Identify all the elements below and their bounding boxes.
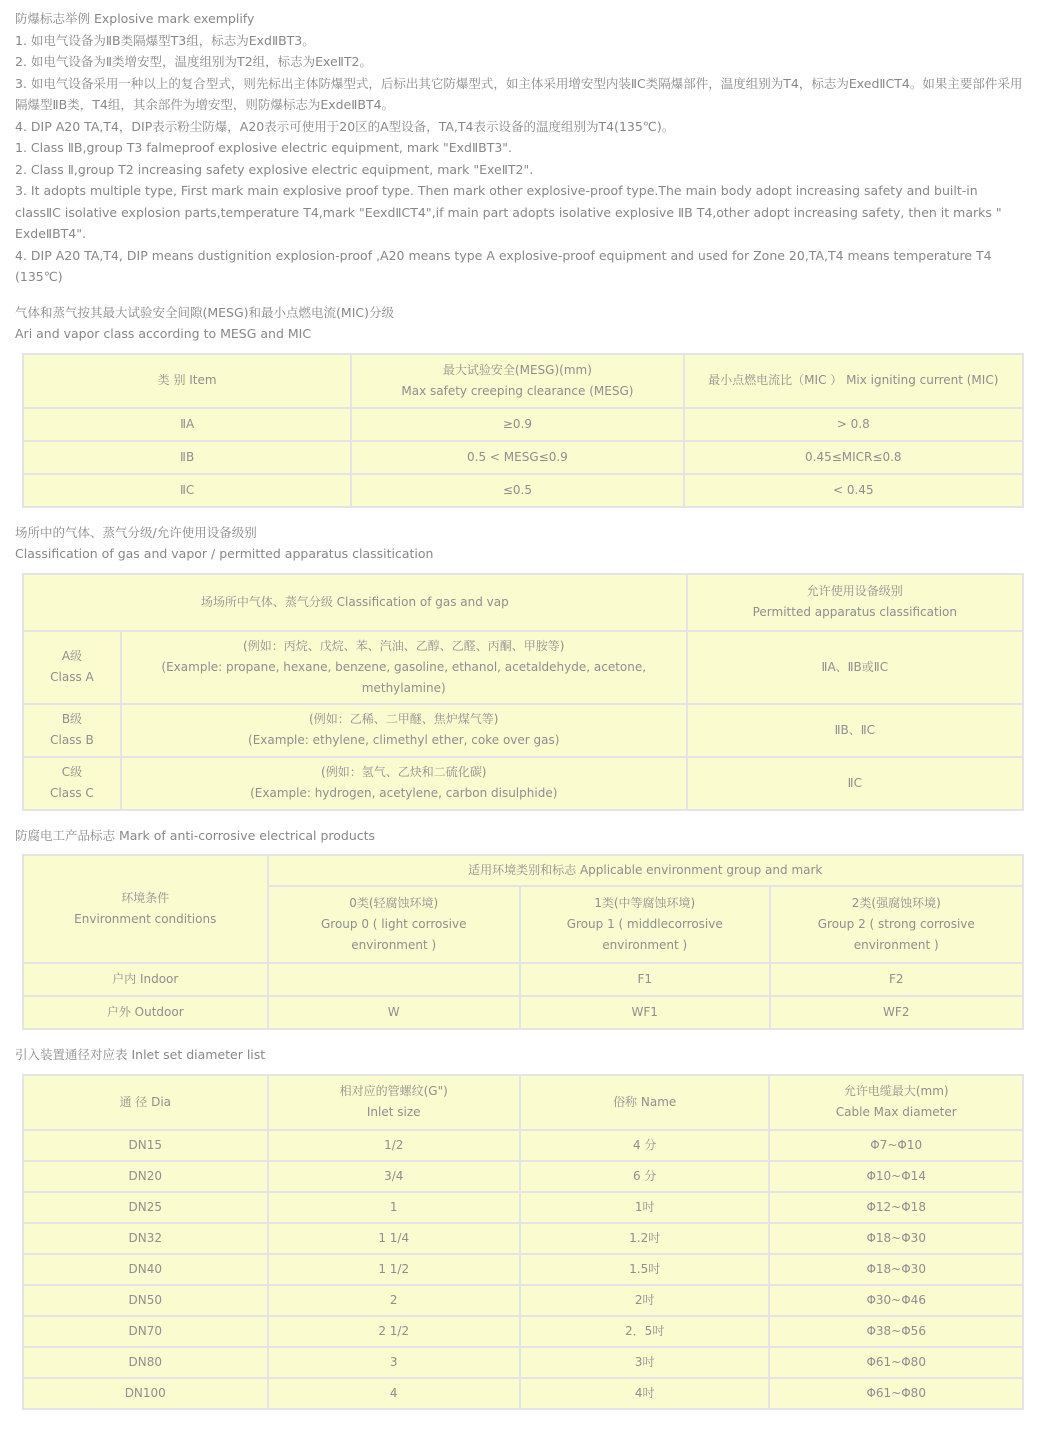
cell-line: environment ) bbox=[853, 938, 939, 952]
cell-line: > 0.8 bbox=[836, 416, 870, 431]
table-cell bbox=[268, 996, 520, 1029]
cell-line: ⅡC bbox=[847, 775, 862, 790]
cell-line: Φ30~Φ46 bbox=[866, 1292, 926, 1307]
table-cell bbox=[268, 1192, 520, 1223]
table-row bbox=[23, 631, 1023, 704]
cell-line: B级 bbox=[61, 712, 83, 726]
table-header-cell bbox=[268, 1075, 520, 1130]
cell-line: WF1 bbox=[631, 1005, 658, 1019]
intro-paragraph: 1. Class ⅡB,group T3 falmeproof explosive electric equipment, mark "ExdⅡBT3". bbox=[15, 140, 513, 155]
cell-line: ⅡC bbox=[179, 482, 195, 497]
table-row bbox=[23, 704, 1023, 757]
cell-line: 0类(轻腐蚀环境) bbox=[349, 896, 439, 910]
cell-line: (Example: propane, hexane, benzene, gasoline, ethanol, acetaldehyde, acetone, methylamine) bbox=[161, 659, 647, 695]
table-row bbox=[23, 474, 1023, 507]
cell-line: 3/4 bbox=[384, 1168, 404, 1183]
table-row bbox=[23, 1347, 1023, 1378]
intro-paragraph: 2. Class Ⅱ,group T2 increasing safety explosive electric equipment, mark "ExeⅡT2". bbox=[15, 161, 534, 177]
cell-line: Φ12~Φ18 bbox=[866, 1199, 926, 1214]
cell-line: Class B bbox=[50, 733, 94, 747]
table-row bbox=[23, 1130, 1023, 1161]
table-cell bbox=[520, 996, 770, 1029]
cell-line: ⅡB bbox=[180, 449, 195, 464]
cell-line: 场场所中气体、蒸气分级 Classification of gas and vap bbox=[200, 594, 509, 609]
intro-paragraph: 4. DIP A20 TA,T4，DIP表示粉尘防爆，A20表示可使用于20区的A型设备，TA,T4表示设备的温度组别为T4(135℃)。 bbox=[15, 118, 675, 134]
cell-line: 适用环境类别和标志 Applicable environment group and mark bbox=[468, 863, 823, 877]
table-header-cell bbox=[351, 354, 683, 408]
table-header-cell bbox=[23, 855, 268, 963]
table-cell bbox=[351, 474, 683, 507]
section-title: 引入装置通径对应表 Inlet set diameter list bbox=[15, 1047, 266, 1062]
table-cell bbox=[769, 1285, 1023, 1316]
cell-line: 2类(强腐蚀环境) bbox=[851, 896, 941, 910]
cell-line: DN32 bbox=[128, 1230, 162, 1245]
cell-line: DN40 bbox=[128, 1261, 162, 1276]
cell-line: 允许电缆最大(mm) bbox=[843, 1084, 949, 1098]
cell-line: DN70 bbox=[128, 1323, 162, 1338]
table-cell bbox=[268, 963, 520, 996]
table-cell bbox=[520, 963, 770, 996]
cell-line: ⅡB、ⅡC bbox=[834, 722, 876, 737]
table-row bbox=[23, 574, 1023, 631]
cell-line: 4吋 bbox=[634, 1385, 655, 1400]
cell-line: F1 bbox=[637, 972, 653, 986]
table-row bbox=[23, 1254, 1023, 1285]
cell-line: environment ) bbox=[351, 938, 437, 952]
cell-line: 1/2 bbox=[384, 1137, 404, 1152]
table-cell bbox=[769, 1223, 1023, 1254]
table-cell bbox=[687, 757, 1023, 810]
cell-line: Φ61~Φ80 bbox=[866, 1354, 926, 1369]
table-cell bbox=[351, 408, 683, 441]
table-row bbox=[23, 1285, 1023, 1316]
intro-paragraph: 防爆标志举例 Explosive mark exemplify bbox=[15, 11, 255, 26]
table-row bbox=[23, 963, 1023, 996]
cell-line: WF2 bbox=[883, 1005, 910, 1019]
intro-paragraph: 3. It adopts multiple type, First mark main explosive proof type. Then mark other explosive-proof type.The main body adopt increasing safety and built-in classⅡC isolative explosion parts,temperature T4,mark "EexdⅡCT4",if main part adopts isolative explosive ⅡB T4,other adopt increasing safety, then it marks " ExdeⅡBT4". bbox=[15, 183, 1002, 241]
cell-line: ⅡA、ⅡB或ⅡC bbox=[821, 659, 889, 674]
section-title: 场所中的气体、蒸气分级/允许使用设备级别 bbox=[15, 524, 257, 540]
section-title: Ari and vapor class according to MESG and MIC bbox=[15, 326, 312, 341]
cell-line: 户外 Outdoor bbox=[106, 1005, 184, 1019]
cell-line: 1 bbox=[389, 1199, 398, 1214]
section-title: Classification of gas and vapor / permitted apparatus classitication bbox=[15, 546, 434, 561]
cell-line: Group 2 ( strong corrosive bbox=[817, 917, 975, 931]
table-cell bbox=[268, 1378, 520, 1409]
table-row bbox=[23, 757, 1023, 810]
table-row bbox=[23, 1192, 1023, 1223]
table-row bbox=[23, 1075, 1023, 1130]
cell-line: 俗称 Name bbox=[613, 1094, 677, 1109]
table-cell bbox=[23, 474, 351, 507]
table-cell bbox=[520, 1161, 769, 1192]
table-cell bbox=[769, 1161, 1023, 1192]
cell-line: 2 1/2 bbox=[378, 1323, 410, 1338]
cell-line: Φ18~Φ30 bbox=[866, 1261, 926, 1276]
cell-line: 0.45≤MICR≤0.8 bbox=[805, 449, 902, 464]
table-cell bbox=[268, 1130, 520, 1161]
cell-line: 1 1/4 bbox=[378, 1230, 410, 1245]
table-cell bbox=[687, 631, 1023, 704]
table-cell bbox=[23, 1316, 268, 1347]
table-row bbox=[23, 441, 1023, 474]
cell-line: ⅡA bbox=[180, 416, 195, 431]
table-cell bbox=[351, 441, 683, 474]
table-cell bbox=[23, 1161, 268, 1192]
table-cell bbox=[268, 1254, 520, 1285]
cell-line: 4 分 bbox=[632, 1137, 657, 1152]
cell-line: Φ10~Φ14 bbox=[866, 1168, 926, 1183]
table-cell bbox=[684, 441, 1023, 474]
table-cell bbox=[520, 1192, 769, 1223]
table-header-cell bbox=[520, 886, 770, 963]
cell-line: Φ38~Φ56 bbox=[866, 1323, 926, 1338]
cell-line: Φ18~Φ30 bbox=[866, 1230, 926, 1245]
cell-line: 0.5 < MESG≤0.9 bbox=[467, 449, 568, 464]
cell-line: DN80 bbox=[128, 1354, 162, 1369]
cell-line: 类 别 Item bbox=[157, 373, 217, 387]
table-header-cell bbox=[687, 574, 1023, 631]
table-cell bbox=[121, 704, 687, 757]
table-header-cell bbox=[520, 1075, 769, 1130]
data-table bbox=[22, 353, 1024, 508]
table-cell bbox=[268, 1223, 520, 1254]
cell-line: DN15 bbox=[128, 1137, 162, 1152]
cell-line: 3 bbox=[389, 1354, 398, 1369]
section-title: 防腐电工产品标志 Mark of anti-corrosive electrical products bbox=[15, 827, 376, 843]
cell-line: 4 bbox=[389, 1385, 398, 1400]
cell-line: 2．5吋 bbox=[625, 1323, 665, 1338]
cell-line: Φ7~Φ10 bbox=[870, 1137, 923, 1152]
table-cell bbox=[268, 1347, 520, 1378]
cell-line: 最小点燃电流比（MIC ） Mix igniting current (MIC) bbox=[708, 373, 999, 387]
intro-paragraph: 2. 如电气设备为Ⅱ类增安型，温度组别为T2组，标志为ExeⅡT2。 bbox=[15, 54, 372, 69]
cell-line: 环境条件 bbox=[121, 891, 170, 905]
table-cell bbox=[520, 1223, 769, 1254]
cell-line: Group 1 ( middlecorrosive bbox=[566, 917, 723, 931]
table-cell bbox=[769, 1192, 1023, 1223]
section-title: 气体和蒸气按其最大试验安全间隙(MESG)和最小点燃电流(MIC)分级 bbox=[15, 304, 395, 320]
table-cell bbox=[520, 1130, 769, 1161]
table-cell bbox=[268, 1285, 520, 1316]
table-cell bbox=[23, 757, 121, 810]
data-table bbox=[22, 1074, 1024, 1410]
table-header-cell bbox=[770, 886, 1023, 963]
cell-line: 2吋 bbox=[634, 1292, 655, 1307]
table-cell bbox=[23, 1192, 268, 1223]
cell-line: 最大试验安全(MESG)(mm) bbox=[442, 362, 592, 377]
table-row bbox=[23, 1161, 1023, 1192]
cell-line: 1吋 bbox=[634, 1199, 655, 1214]
cell-line: 通 径 Dia bbox=[119, 1094, 172, 1109]
table-row bbox=[23, 354, 1023, 408]
cell-line: (例如：氢气、乙炔和二硫化碳) bbox=[321, 765, 487, 779]
table-row bbox=[23, 408, 1023, 441]
sections bbox=[15, 302, 1024, 1410]
cell-line: W bbox=[387, 1005, 400, 1019]
cell-line: C级 bbox=[61, 765, 83, 779]
table-cell bbox=[23, 1285, 268, 1316]
table-row bbox=[23, 1378, 1023, 1409]
table-cell bbox=[520, 1316, 769, 1347]
intro-paragraphs bbox=[15, 8, 1024, 288]
table-cell bbox=[770, 996, 1023, 1029]
cell-line: (Example: hydrogen, acetylene, carbon disulphide) bbox=[250, 786, 558, 800]
table-header-cell bbox=[23, 354, 351, 408]
cell-line: environment ) bbox=[602, 938, 688, 952]
table-header-cell bbox=[268, 886, 520, 963]
section bbox=[15, 522, 1024, 811]
cell-line: A级 bbox=[61, 649, 83, 663]
table-cell bbox=[520, 1285, 769, 1316]
table-row bbox=[23, 1316, 1023, 1347]
cell-line: Group 0 ( light corrosive bbox=[321, 917, 467, 931]
intro-paragraph: 4. DIP A20 TA,T4, DIP means dustignition explosion-proof ,A20 means type A explosive-proof equipment and used for Zone 20,TA,T4 means temperature T4 (135℃) bbox=[15, 247, 992, 284]
cell-line: ≥0.9 bbox=[502, 416, 532, 431]
cell-line: DN50 bbox=[128, 1292, 162, 1307]
table-cell bbox=[23, 1130, 268, 1161]
cell-line: (例如：乙稀、二甲醚、焦炉煤气等) bbox=[309, 712, 499, 726]
cell-line: 1.2吋 bbox=[629, 1230, 661, 1245]
table-header-cell bbox=[23, 574, 687, 631]
cell-line: (例如：丙烷、戊烷、苯、汽油、乙醇、乙醛、丙酮、甲胺等) bbox=[243, 638, 565, 653]
cell-line: (Example: ethylene, climethyl ether, coke over gas) bbox=[248, 733, 560, 747]
cell-line: 6 分 bbox=[632, 1168, 657, 1183]
table-cell bbox=[268, 1161, 520, 1192]
table-cell bbox=[687, 704, 1023, 757]
table-cell bbox=[23, 996, 268, 1029]
table-row bbox=[23, 996, 1023, 1029]
table-cell bbox=[770, 963, 1023, 996]
table-cell bbox=[769, 1378, 1023, 1409]
cell-line: Class A bbox=[50, 670, 94, 684]
cell-line: Environment conditions bbox=[74, 912, 217, 926]
table-cell bbox=[769, 1347, 1023, 1378]
data-table bbox=[22, 854, 1024, 1030]
cell-line: 1类(中等腐蚀环境) bbox=[594, 896, 696, 910]
table-cell bbox=[121, 631, 687, 704]
cell-line: DN100 bbox=[124, 1385, 166, 1400]
cell-line: 相对应的管螺纹(G") bbox=[339, 1084, 448, 1098]
table-cell bbox=[23, 963, 268, 996]
intro-paragraph: 1. 如电气设备为ⅡB类隔爆型T3组，标志为ExdⅡBT3。 bbox=[15, 32, 315, 48]
cell-line: 3吋 bbox=[634, 1354, 655, 1369]
table-cell bbox=[121, 757, 687, 810]
cell-line: DN20 bbox=[128, 1168, 162, 1183]
table-header-cell bbox=[268, 855, 1024, 886]
table-cell bbox=[23, 631, 121, 704]
section bbox=[15, 1044, 1024, 1410]
cell-line: Cable Max diameter bbox=[835, 1105, 957, 1119]
table-cell bbox=[268, 1316, 520, 1347]
cell-line: 1.5吋 bbox=[629, 1261, 661, 1276]
cell-line: Φ61~Φ80 bbox=[866, 1385, 926, 1400]
table-cell bbox=[23, 1347, 268, 1378]
table-header-cell bbox=[23, 1075, 268, 1130]
table-cell bbox=[684, 474, 1023, 507]
cell-line: Class C bbox=[50, 786, 94, 800]
table-cell bbox=[23, 704, 121, 757]
table-cell bbox=[769, 1316, 1023, 1347]
table-row bbox=[23, 855, 1023, 886]
cell-line: DN25 bbox=[128, 1199, 162, 1214]
cell-line: < 0.45 bbox=[832, 482, 874, 497]
section bbox=[15, 302, 1024, 508]
table-cell bbox=[23, 1223, 268, 1254]
cell-line: 允许使用设备级别 bbox=[806, 584, 903, 598]
cell-line: Max safety creeping clearance (MESG) bbox=[401, 383, 634, 398]
table-cell bbox=[23, 1254, 268, 1285]
cell-line: Inlet size bbox=[366, 1105, 421, 1119]
table-cell bbox=[520, 1378, 769, 1409]
table-cell bbox=[769, 1254, 1023, 1285]
table-cell bbox=[520, 1254, 769, 1285]
table-cell bbox=[23, 441, 351, 474]
table-row bbox=[23, 1223, 1023, 1254]
table-cell bbox=[520, 1347, 769, 1378]
section bbox=[15, 825, 1024, 1031]
cell-line: 2 bbox=[389, 1292, 398, 1307]
table-header-cell bbox=[684, 354, 1023, 408]
cell-line: ≤0.5 bbox=[502, 482, 532, 497]
table-cell bbox=[23, 1378, 268, 1409]
cell-line: F2 bbox=[888, 972, 904, 986]
table-header-cell bbox=[769, 1075, 1023, 1130]
cell-line: 户内 Indoor bbox=[112, 972, 179, 986]
cell-line: 1 1/2 bbox=[378, 1261, 410, 1276]
cell-line: Permitted apparatus classification bbox=[752, 605, 957, 619]
data-table bbox=[22, 573, 1024, 811]
intro-paragraph: 3. 如电气设备采用一种以上的复合型式，则先标出主体防爆型式，后标出其它防爆型式，如主体采用增安型内装ⅡC类隔爆部件，温度组别为T4，标志为ExedⅡCT4。如果主要部件采用隔爆型ⅡB类，T4组，其余部件为增安型，则防爆标志为ExdeⅡBT4。 bbox=[15, 75, 1023, 112]
table-cell bbox=[23, 408, 351, 441]
table-cell bbox=[684, 408, 1023, 441]
table-cell bbox=[769, 1130, 1023, 1161]
